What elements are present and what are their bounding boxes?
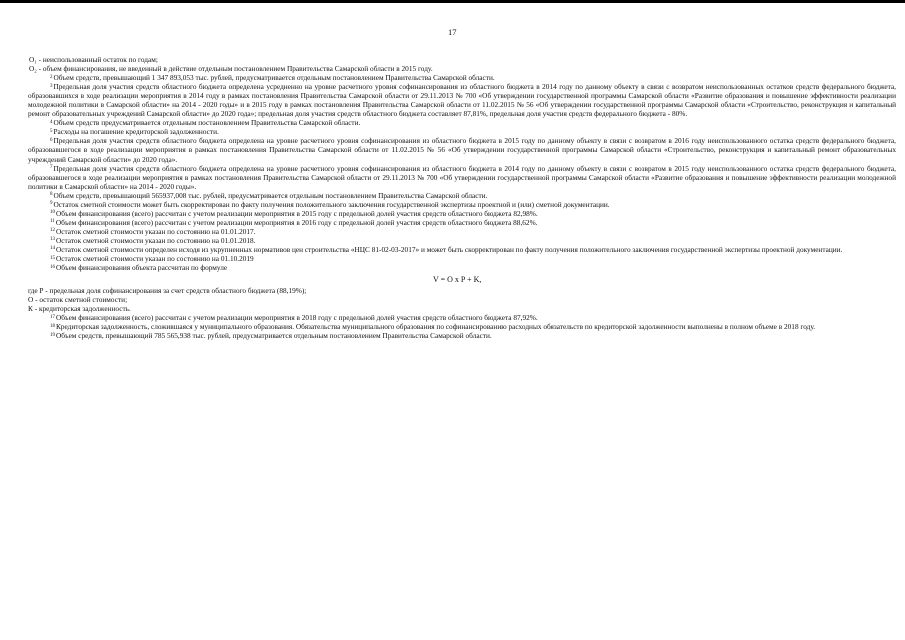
footnote-7: $^7$Предельная доля участия средств областного бюджета определена на уровне расчетного уровня софинансирования из областного бюджета в 2014 году по данному объекту в связи с возвратом в 2015 году неиспользованного остатка средств федерального бюджета, образовавшегося в ходе реализации мероприятия в рамках постановления Правительства Самарской области от 29.11.2013 № 700 «Об утверждении государственной программы Самарской области «Развитие образования и повышение эффективности реализации молодежной политики в Самарской области» на 2014 - 2020 годы». (28, 163, 896, 191)
footnote-13: $^{13}$Остаток сметной стоимости указан по состоянию на 01.01.2018. (50, 235, 256, 245)
footnote-16: $^{16}$Объем финансирования объекта рассчитан по формуле (50, 263, 228, 273)
formula-definition: где Р - предельная доля софинансирования за счет средств областного бюджета (88,19%); (28, 286, 307, 296)
formula-definition: О - остаток сметной стоимости; (28, 295, 128, 305)
formula: V = O x P + K, (433, 275, 482, 285)
footnote-9: $^9$Остаток сметной стоимости может быть скорректирован по факту получения положительного заключения государственной экспертизы проектной и (или) сметной документации. (50, 199, 610, 209)
footnote-12: $^{12}$Остаток сметной стоимости указан по состоянию на 01.01.2017. (50, 226, 256, 236)
top-border-rule (0, 0, 905, 3)
footnote-4: $^4$Объем средств предусматривается отдельным постановлением Правительства Самарской области. (50, 118, 361, 128)
footnote-3: $^3$Предельная доля участия средств областного бюджета определена усредненно на уровне расчетного уровня софинансирования из областного бюджета в 2014 году по данному объекту в связи с возвратом неиспользованных остатков средств федерального бюджета, образовавшихся в ходе реализации мероприятия в 2014 году в рамках постановления Правительства Самарской области от 29.11.2013 № 700 «Об утверждении государственной программы Самарской области «Развитие образования и повышение эффективности реализации молодежной политики в Самарской области» на 2014 - 2020 годы» и в 2015 году в рамках постановления Правительства Самарской области от 11.02.2015 № 56 «Об утверждении государственной программы Самарской области «Строительство, реконструкция и капитальный ремонт образовательных учреждений Самарской области» до 2020 года»; предельная доля участия средств областного бюджета составляет 87,81%, предельная доля участия средств федерального бюджета - 80%. (28, 82, 896, 119)
footnote-8: $^8$Объем средств, превышающий 565937,008 тыс. рублей, предусматривается отдельным постановлением Правительства Самарской области. (50, 190, 488, 200)
footnotes-body (28, 55, 896, 340)
footnote-14: $^{14}$Остаток сметной стоимости определен исходя из укрупненных нормативов цен строительства «НЦС 81-02-03-2017» и может быть скорректирован по факту получения положительного заключения государственной экспертизы проектной документации. (50, 244, 843, 254)
footnote-15: $^{15}$Остаток сметной стоимости указан по состоянию на 01.10.2019 (50, 254, 254, 264)
page-number: 17 (448, 27, 457, 37)
footnote-6: $^6$Предельная доля участия средств областного бюджета определена на уровне расчетного уровня софинансирования из областного бюджета в 2015 году по данному объекту в связи с возвратом в 2016 году неиспользованного остатка средств федерального бюджета, образовавшегося в ходе реализации мероприятия в рамках постановления Правительства Самарской области от 11.02.2015 № 56 «Об утверждении государственной программы Самарской области «Строительство, реконструкция и капитальный ремонт образовательных учреждений Самарской области» до 2020 года». (28, 136, 896, 164)
footnote-line: О₂ - объем финансирования, не введенный в действие отдельным постановлением Правительства Самарской области в 2015 году. (29, 64, 433, 74)
footnote-11: $^{11}$Объем финансирования (всего) рассчитан с учетом реализации мероприятия в 2016 году с предельной долей участия средств областного бюджета 88,62%. (50, 217, 538, 227)
footnote-19: $^{19}$Объем средств, превышающий 785 565,938 тыс. рублей, предусматривается отдельным постановлением Правительства Самарской области. (50, 331, 492, 341)
footnote-2: $^2$Объем средств, превышающий 1 347 893,053 тыс. рублей, предусматривается отдельным постановлением Правительства Самарской области. (50, 73, 495, 83)
footnote-5: $^5$Расходы на погашение кредиторской задолженности. (50, 127, 219, 137)
footnote-17: $^{17}$Объем финансирования (всего) рассчитан с учетом реализации мероприятия в 2018 году с предельной долей участия средств областного бюджета 87,92%. (50, 313, 538, 323)
footnote-18: $^{18}$Кредиторская задолженность, сложившаяся у муниципального образования. Обязательства муниципального образования по софинансированию расходных обязательств по кредиторской задолженности выполнены в полном объеме в 2018 году. (50, 322, 816, 332)
footnote-line: О₁ - неиспользованный остаток по годам; (29, 55, 158, 64)
formula-definition: К - кредиторская задолженность. (28, 304, 131, 314)
footnote-10: $^{10}$Объем финансирования (всего) рассчитан с учетом реализации мероприятия в 2015 году с предельной долей участия средств областного бюджета 82,98%. (50, 208, 538, 218)
